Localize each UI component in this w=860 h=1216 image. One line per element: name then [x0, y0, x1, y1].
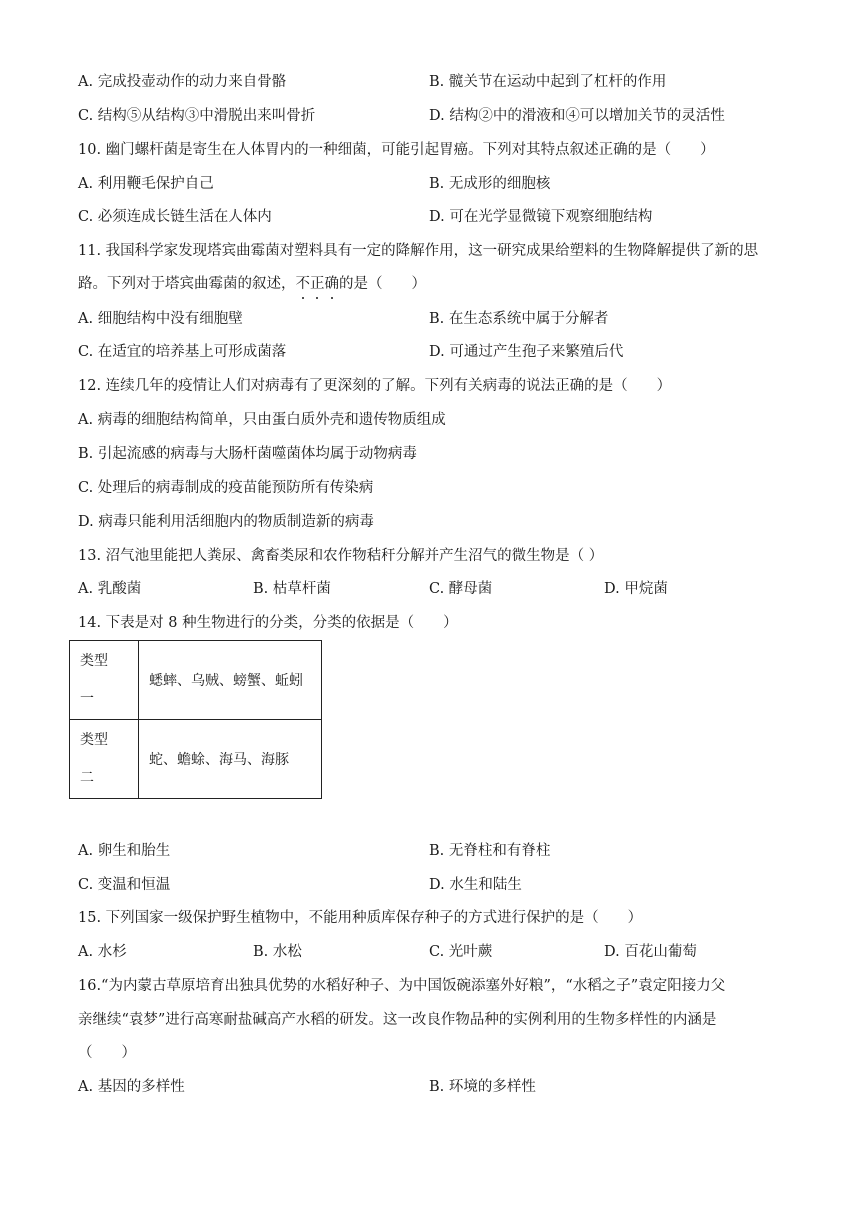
q13-option-b: B. 枯草杆菌 [253, 581, 331, 597]
q9-option-c: C. 结构⑤从结构③中滑脱出来叫骨折 [78, 108, 316, 124]
q10-option-b: B. 无成形的细胞核 [429, 176, 551, 192]
emphasis-char: 不 [295, 276, 310, 292]
q10-option-c: C. 必须连成长链生活在人体内 [78, 209, 272, 225]
q9-option-b: B. 髋关节在运动中起到了杠杆的作用 [429, 74, 667, 90]
q9-option-a: A. 完成投壶动作的动力来自骨骼 [78, 74, 287, 90]
classification-table [69, 640, 322, 799]
q13-stem: 13. 沼气池里能把人粪尿、禽畜类尿和农作物秸秆分解并产生沼气的微生物是（ ） [78, 548, 604, 564]
q11-option-a: A. 细胞结构中没有细胞壁 [78, 311, 243, 327]
q11-stem-line2 [78, 274, 426, 294]
q12-option-a: A. 病毒的细胞结构简单，只由蛋白质外壳和遗传物质组成 [78, 412, 446, 428]
table-row [70, 641, 322, 720]
q14-option-c: C. 变温和恒温 [78, 877, 171, 893]
q13-option-a: A. 乳酸菌 [78, 581, 142, 597]
q10-option-a: A. 利用鞭毛保护自己 [78, 176, 214, 192]
q16-stem-line2: 亲继续“袁梦”进行高寒耐盐碱高产水稻的研发。这一改良作物品种的实例利用的生物多样性的内涵是 [78, 1012, 717, 1028]
q12-option-b: B. 引起流感的病毒与大肠杆菌噬菌体均属于动物病毒 [78, 446, 417, 462]
q15-option-d: D. 百花山葡萄 [604, 944, 697, 960]
q15-option-b: B. 水松 [253, 944, 302, 960]
type-cell: 类型 一 [70, 641, 139, 720]
q11-option-c: C. 在适宜的培养基上可形成菌落 [78, 344, 287, 360]
q14-option-b: B. 无脊柱和有脊柱 [429, 843, 551, 859]
q14-stem: 14. 下表是对 8 种生物进行的分类，分类的依据是（ ） [78, 615, 458, 631]
emphasis-char: 正 [310, 276, 325, 292]
q15-stem: 15. 下列国家一级保护野生植物中，不能用种质库保存种子的方式进行保护的是（ ） [78, 910, 643, 926]
q13-option-d: D. 甲烷菌 [604, 581, 668, 597]
q9-option-d: D. 结构②中的滑液和④可以增加关节的灵活性 [429, 108, 725, 124]
q10-stem: 10. 幽门螺杆菌是寄生在人体胃内的一种细菌，可能引起胃癌。下列对其特点叙述正确的是（ ） [78, 142, 715, 158]
table-row [70, 720, 322, 799]
q12-stem: 12. 连续几年的疫情让人们对病毒有了更深刻的了解。下列有关病毒的说法正确的是（ ） [78, 378, 672, 394]
q16-option-b: B. 环境的多样性 [429, 1079, 536, 1095]
q13-option-c: C. 酵母菌 [429, 581, 493, 597]
q11-stem-post: 的是（ ） [339, 276, 426, 292]
q12-option-c: C. 处理后的病毒制成的疫苗能预防所有传染病 [78, 480, 374, 496]
q12-option-d: D. 病毒只能利用活细胞内的物质制造新的病毒 [78, 514, 374, 530]
members-cell: 蛇、蟾蜍、海马、海豚 [139, 720, 322, 799]
q14-option-d: D. 水生和陆生 [429, 877, 522, 893]
q16-stem-line3: （ ） [78, 1045, 136, 1061]
q11-stem-pre: 路。下列对于塔宾曲霉菌的叙述， [78, 276, 296, 292]
q10-option-d: D. 可在光学显微镜下观察细胞结构 [429, 209, 653, 225]
q11-stem-line1: 11. 我国科学家发现塔宾曲霉菌对塑料具有一定的降解作用，这一研究成果给塑料的生物降解提供了新的思 [78, 243, 759, 259]
q15-option-a: A. 水杉 [78, 944, 127, 960]
q16-option-a: A. 基因的多样性 [78, 1079, 185, 1095]
q15-option-c: C. 光叶蕨 [429, 944, 493, 960]
q16-stem-line1: 16.“为内蒙古草原培育出独具优势的水稻好种子、为中国饭碗添塞外好粮”，“水稻之子”袁定阳接力父 [78, 978, 726, 994]
type-cell: 类型 二 [70, 720, 139, 799]
q11-option-b: B. 在生态系统中属于分解者 [429, 311, 609, 327]
q11-option-d: D. 可通过产生孢子来繁殖后代 [429, 344, 624, 360]
members-cell: 蟋蟀、乌贼、螃蟹、蚯蚓 [139, 641, 322, 720]
emphasis-char: 确 [324, 276, 339, 292]
q14-option-a: A. 卵生和胎生 [78, 843, 171, 859]
